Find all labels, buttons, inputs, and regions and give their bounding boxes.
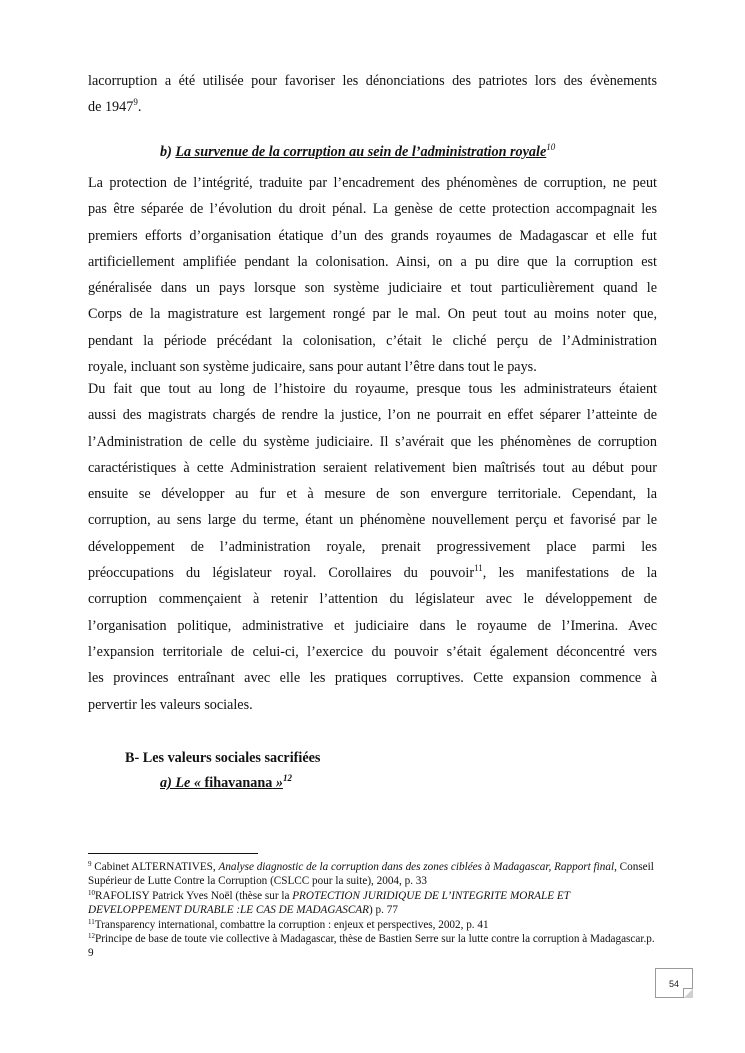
footnote-number: 9 [88,860,92,868]
text-line: La protection de l’intégrité, traduite par l’encadrement des phénomènes de corruption, ne peut [88,175,657,191]
paragraph-2 [88,376,657,718]
footnotes [88,860,660,961]
footnote-text: Transparency international, combattre la corruption : enjeux et perspectives, 2002, p. 41 [94,918,489,931]
text-line: corruption, au sens large du terme, étant un phénomène nouvellement perçu et favorisé par le [88,512,657,529]
footnote-ref: 12 [282,773,292,783]
footnote-ref: 9 [133,97,138,108]
footnote-text: ) p. 77 [369,904,398,917]
heading-suffix: » [272,775,283,791]
footnote-text: , Conseil Supérieur de Lutte Contre la Corruption (CSLCC pour la suite), 2004, p. 33 [88,861,654,888]
text-line: corruption commençaient à retenir l’attention du législateur avec le développement de [88,591,657,608]
footnote-italic: PROTECTION JURIDIQUE DE L’INTEGRITE MORALE ET DEVELOPPEMENT DURABLE :LE CAS DE MADAGASCAR [88,889,570,917]
text-line: caractéristiques à cette Administration seraient relativement bien maîtrisés tout au début pour [88,459,657,476]
footnote-ref: 11 [474,563,483,574]
text-line: pas être séparée de l’évolution du droit pénal. La genèse de cette protection accompagnait les [88,201,657,218]
footnote [88,918,660,932]
text-line: généralisée dans un pays lorsque son système judiciaire et tout particulièrement quand le [88,280,657,297]
text-fragment: préoccupations du législateur royal. Corollaires du pouvoir [88,565,475,582]
text-line: les provinces entraînant avec elle les pratiques corruptives. Cette expansion commence à [88,670,657,687]
text-line: artificiellement amplifiée pendant la colonisation. Ainsi, on a pu dire que la corruption est [88,253,657,270]
text-line: pervertir les valeurs sociales. [88,696,253,713]
text-line: développement de l’administration royale, prenait progressivement place parmi les [88,538,657,555]
heading-prefix: a) Le « [160,775,205,791]
text-line: premiers efforts d’organisation étatique d’un des grands royaumes de Madagascar et elle fut [88,227,657,244]
text-line: royale, incluant son système judicaire, sans pour autant l’être dans tout le pays. [88,359,537,376]
footnote-text: Principe de base de toute vie collective à Madagascar, thèse de Bastien Serre sur la lutte contre la corruption à Madagascar.p. 9 [88,933,655,960]
footnote-number: 11 [88,917,95,926]
text-fragment: de 1947 [88,99,134,116]
text-fragment: . [137,99,142,116]
footnote-number: 12 [88,932,95,941]
text-line [88,94,657,120]
text-line: aussi des magistrats chargés de rendre la justice, l’on ne pourrait en effet séparer l’atteinte de [88,407,657,424]
section-heading-b [160,144,555,161]
footnote [88,860,660,889]
text-line: ensuite se développer au fur et à mesure de son envergure territoriale. Cependant, la [88,486,657,503]
footnote-number: 10 [88,888,95,897]
heading-title: La survenue de la corruption au sein de l’administration royale [175,144,547,160]
heading-word: fihavanana [204,775,273,791]
intro-paragraph [88,68,657,121]
footnote-italic: Analyse diagnostic de la corruption dans des zones ciblées à Madagascar, Rapport final [218,861,615,873]
text-line [88,560,657,586]
footnote [88,889,660,918]
footnote-ref: 10 [546,142,556,152]
text-line: l’organisation politique, administrative et judiciaire dans le royaume de l’Imerina. Avec [88,617,657,634]
footnote-text: Cabinet ALTERNATIVES, [91,861,219,873]
text-line: Corps de la magistrature est largement rongé par le mal. On peut tout au moins noter que, [88,306,657,323]
footnote-text: RAFOLISY Patrick Yves Noël (thèse sur la [95,889,293,902]
heading-prefix: b) [160,144,176,160]
text-line: Du fait que tout au long de l’histoire du royaume, presque tous les administrateurs étaient [88,381,657,397]
footnote-separator [88,853,258,854]
text-fragment: , les manifestations de la [482,565,657,582]
section-heading-B: B- Les valeurs sociales sacrifiées [125,750,321,766]
text-line: l’Administration de celle du système judiciaire. Il s’avérait que les phénomènes de corruption [88,433,657,450]
paragraph-1 [88,170,657,380]
page-number: 54 [655,968,693,998]
text-line: pendant la période précédant la colonisation, c’était le cliché perçu de l’Administration [88,332,657,349]
section-heading-a [160,775,292,792]
text-line: lacorruption a été utilisée pour favoriser les dénonciations des patriotes lors des évènements [88,73,657,89]
footnote [88,932,660,961]
text-line: l’expansion territoriale de celui-ci, l’exercice du pouvoir s’était également déconcentré vers [88,643,657,660]
